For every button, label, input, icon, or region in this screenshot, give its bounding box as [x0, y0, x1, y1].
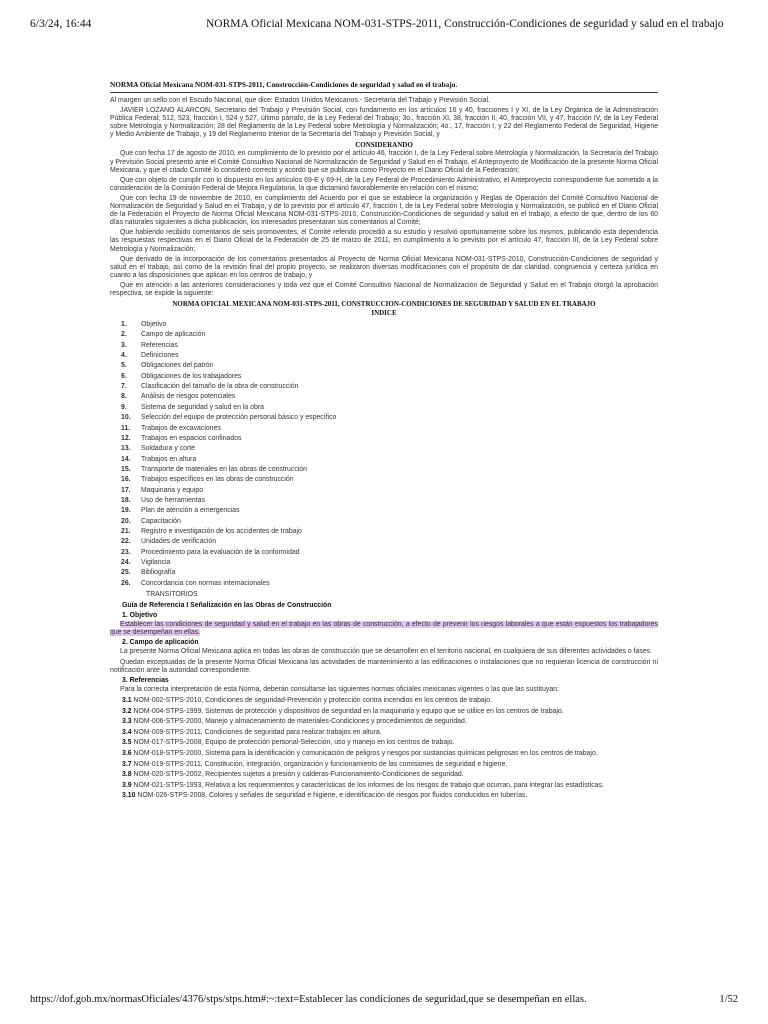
index-number: 4. [121, 352, 127, 360]
index-number: 5. [121, 362, 127, 370]
section-3-heading: 3. Referencias [122, 676, 169, 684]
print-datetime: 6/3/24, 16:44 [30, 18, 92, 30]
index-item [110, 361, 658, 371]
index-number: 19. [121, 507, 131, 515]
section-2-paragraph-2: Quedan exceptuadas de la presente Norma Oficial Mexicana las actividades de mantenimiento a las edificaciones o instalaciones que no requieran licencia de construcción ni notificación ante la autoridad correspondiente. [110, 658, 658, 674]
index-list [110, 320, 658, 589]
index-item [110, 537, 658, 547]
reference-number: 3.6 [122, 749, 132, 757]
considerando-paragraph: Que con fecha 19 de noviembre de 2010, en cumplimiento del Acuerdo por el que se establece la organización y Reglas de Operación del Comité Consultivo Nacional de Normalización de Seguridad y Salud en el Trabajo, y de lo previsto por el artículo 47, fracción I, de la Ley Federal sobre Metrología y Normalización, se publicó en el Diario Oficial de la Federación el Proyecto de Norma Oficial Mexicana NOM-031-STPS-2010, Construcción-Condiciones de seguridad y salud en el trabajo, a efecto de que, dentro de los 60 días naturales siguientes a dicha publicación, los interesados presentaran sus comentarios al Comité; [110, 194, 658, 227]
reference-item [122, 791, 658, 802]
reference-text: NOM-002-STPS-2010, Condiciones de seguridad-Prevención y protección contra incendios en los centros de trabajo. [133, 696, 493, 704]
index-title: Sistema de seguridad y salud en la obra [141, 403, 264, 411]
considerando-heading: CONSIDERANDO [355, 141, 413, 150]
print-title: NORMA Oficial Mexicana NOM-031-STPS-2011, Construcción-Condiciones de seguridad y salud en el trabajo [206, 18, 724, 30]
reference-text: NOM-004-STPS-1999, Sistemas de protección y dispositivos de seguridad en la maquinaria y equipo que se utilice en los centros de trabajo. [133, 707, 564, 715]
index-number: 16. [121, 476, 131, 484]
reference-item [122, 728, 658, 739]
index-item [110, 330, 658, 340]
reference-number: 3.1 [122, 696, 132, 704]
index-item [110, 579, 658, 589]
reference-number: 3.10 [122, 792, 136, 800]
considerando-paragraph: Que derivado de la incorporación de los comentarios presentados al Proyecto de Norma Oficial Mexicana NOM-031-STPS-2010, Construcción-Condiciones de seguridad y salud en el trabajo, así como de la revisión final del propio proyecto, se realizaron diversas modificaciones con el propósito de dar claridad, congruencia y certeza jurídica en cuanto a las disposiciones que aplican en los centros de trabajo, y [110, 255, 658, 279]
reference-item [122, 770, 658, 781]
index-item [110, 465, 658, 475]
index-number: 8. [121, 393, 127, 401]
index-number: 26. [121, 579, 131, 587]
considerando-paragraph: Que con objeto de cumplir con lo dispuesto en los artículos 69-E y 69-H, de la Ley Federal de Procedimiento Administrativo, el Anteproyecto correspondiente fue sometido a la consideración de la Comisión Federal de Mejora Regulatoria, la que dictaminó favorablemente en relación con el mismo; [110, 176, 658, 192]
reference-item [122, 781, 658, 792]
index-item [110, 372, 658, 382]
index-title: Trabajos de excavaciones [141, 424, 221, 432]
index-item [110, 341, 658, 351]
index-title: Plan de atención a emergencias [141, 507, 240, 515]
index-item [110, 434, 658, 444]
index-title: Clasificación del tamaño de la obra de construcción [141, 383, 299, 391]
index-item [110, 486, 658, 496]
highlighted-objective: Establecer las condiciones de seguridad y salud en el trabajo en las obras de construcción, a efecto de prevenir los riesgos laborales a que están expuestos los trabajadores que se desempeñan en ellas. [110, 621, 658, 637]
index-title: Trabajos específicos en las obras de construcción [141, 476, 294, 484]
index-title: Obligaciones del patrón [141, 362, 214, 370]
index-title: Unidades de verificación [141, 538, 217, 546]
index-title: Objetivo [141, 321, 167, 329]
print-url[interactable]: https://dof.gob.mx/normasOficiales/4376/stps/stps.htm#:~:text=Establecer las condiciones de seguridad,que se desempeñan en ellas. [30, 994, 587, 1005]
index-number: 14. [121, 455, 131, 463]
index-item [110, 475, 658, 485]
reference-text: NOM-021-STPS-1993, Relativa a los requerimientos y características de los informes de los riesgos de trabajo que ocurran, para integrar las estadísticas. [133, 781, 604, 789]
reference-text: NOM-020-STPS-2002, Recipientes sujetos a presión y calderas-Funcionamiento-Condiciones de seguridad. [133, 771, 464, 779]
index-title: Bibliografía [141, 569, 176, 577]
reference-item [122, 749, 658, 760]
references-list [110, 696, 658, 802]
index-title: Definiciones [141, 352, 179, 360]
index-item [110, 320, 658, 330]
index-item [110, 351, 658, 361]
index-title: Uso de herramientas [141, 496, 205, 504]
index-title: Registro e investigación de los accidentes de trabajo [141, 527, 302, 535]
reference-item [122, 696, 658, 707]
index-title: Soldadura y corte [141, 445, 196, 453]
index-item [110, 382, 658, 392]
reference-number: 3.4 [122, 728, 132, 736]
index-number: 20. [121, 517, 131, 525]
index-item [110, 413, 658, 423]
index-item [110, 506, 658, 516]
index-title: Maquinaria y equipo [141, 486, 204, 494]
section-2-heading: 2. Campo de aplicación [122, 639, 199, 647]
index-title: Análisis de riesgos potenciales [141, 393, 236, 401]
reference-number: 3.9 [122, 781, 132, 789]
reference-text: NOM-026-STPS-2008, Colores y señales de seguridad e higiene, e identificación de riesgos por fluidos conducidos en tuberías. [137, 792, 528, 800]
index-number: 2. [121, 331, 127, 339]
norm-heading: NORMA OFICIAL MEXICANA NOM-031-STPS-2011, CONSTRUCCION-CONDICIONES DE SEGURIDAD Y SALUD EN EL TRABAJO [172, 300, 596, 309]
index-number: 1. [121, 321, 127, 329]
considerando-paragraph: Que habiendo recibido comentarios de seis promoventes, el Comité referido procedió a su estudio y resolvió oportunamente sobre los mismos, publicando esta dependencia las respuestas respectivas en el Diario Oficial de la Federación de 25 de marzo de 2011, en cumplimiento a lo previsto por el artículo 47, fracción III, de la Ley Federal sobre Metrología y Normalización; [110, 229, 658, 253]
index-item [110, 548, 658, 558]
section-3-intro: Para la correcta interpretación de esta Norma, deberán consultarse las siguientes normas oficiales mexicanas vigentes o las que las sustituyan: [120, 685, 559, 693]
index-item [110, 558, 658, 568]
reference-number: 3.8 [122, 771, 132, 779]
section-1-text [110, 621, 658, 637]
index-item [110, 527, 658, 537]
reference-text: NOM-017-STPS-2008, Equipo de protección personal-Selección, uso y manejo en los centros de trabajo. [133, 739, 455, 747]
reference-text: NOM-018-STPS-2000, Sistema para la identificación y comunicación de peligros y riesgos por sustancias químicas peligrosas en los centros de trabajo. [133, 749, 598, 757]
index-item [110, 444, 658, 454]
index-item [110, 424, 658, 434]
index-title: Selección del equipo de protección personal básico y específico [141, 414, 337, 422]
index-number: 23. [121, 548, 131, 556]
index-number: 22. [121, 538, 131, 546]
section-2-paragraph-1: La presente Norma Oficial Mexicana aplica en todas las obras de construcción que se desarrollen en el territorio nacional, en cualquiera de sus diferentes actividades o fases. [120, 648, 653, 656]
reference-item [122, 707, 658, 718]
index-item [110, 455, 658, 465]
index-number: 18. [121, 496, 131, 504]
index-number: 6. [121, 372, 127, 380]
index-title: Vigilancia [141, 558, 171, 566]
index-number: 21. [121, 527, 131, 535]
index-number: 9. [121, 403, 127, 411]
index-item [110, 496, 658, 506]
reference-number: 3.7 [122, 760, 132, 768]
considerando-paragraph: Que con fecha 17 de agosto de 2010, en cumplimiento de lo previsto por el artículo 46, fracción I, de la Ley Federal sobre Metrología y Normalización, la Secretaría del Trabajo y Previsión Social presentó ante el Comité Consultivo Nacional de Normalización de Seguridad y Salud en el Trabajo, el Anteproyecto de Modificación de la presente Norma Oficial Mexicana, y que el citado Comité lo consideró correcto y acordó que se publicara como Proyecto en el Diario Oficial de la Federación; [110, 150, 658, 174]
index-item [110, 568, 658, 578]
reference-number: 3.2 [122, 707, 132, 715]
index-number: 12. [121, 434, 131, 442]
seal-paragraph: Al margen un sello con el Escudo Nacional, que dice: Estados Unidos Mexicanos.- Secretaría del Trabajo y Previsión Social. [110, 97, 490, 104]
preamble-paragraph: JAVIER LOZANO ALARCON, Secretario del Trabajo y Previsión Social, con fundamento en los artículos 16 y 40, fracciones I y XI, de la Ley Orgánica de la Administración Pública Federal; 512, 523, fracción I, 524 y 527, último párrafo, de la Ley Federal del Trabajo; 3o., fracción XI, 38, fracción II, 40, fracción VII, y 47, fracción IV, de la Ley Federal sobre Metrología y Normalización; 28 del Reglamento de la Ley Federal sobre Metrología y Normalización; 4o., 17, fracción I, y 22 del Reglamento Federal de Seguridad, Higiene y Medio Ambiente de Trabajo, y 19 del Reglamento Interior de la Secretaría del Trabajo y Previsión Social, y [110, 107, 658, 139]
index-title: Procedimiento para la evaluación de la conformidad [141, 548, 300, 556]
guia-heading: Guía de Referencia I Señalización en las Obras de Construcción [122, 602, 332, 609]
index-title: Trabajos en altura [141, 455, 197, 463]
index-title: Referencias [141, 341, 178, 349]
index-heading: INDICE [371, 309, 397, 318]
index-number: 10. [121, 414, 131, 422]
index-number: 15. [121, 465, 131, 473]
index-item [110, 392, 658, 402]
reference-item [122, 760, 658, 771]
document-body [110, 80, 658, 802]
index-number: 25. [121, 569, 131, 577]
index-title: Obligaciones de los trabajadores [141, 372, 242, 380]
index-title: Concordancia con normas internacionales [141, 579, 270, 587]
considerando-list [110, 150, 658, 298]
reference-item [122, 717, 658, 728]
reference-text: NOM-006-STPS-2000, Manejo y almacenamiento de materiales-Condiciones y procedimientos de seguridad. [133, 718, 467, 726]
reference-item [122, 738, 658, 749]
index-number: 17. [121, 486, 131, 494]
section-1-heading: 1. Objetivo [122, 612, 158, 620]
index-number: 3. [121, 341, 127, 349]
index-title: Campo de aplicación [141, 331, 206, 339]
index-title: Transporte de materiales en las obras de construcción [141, 465, 307, 473]
reference-text: NOM-019-STPS-2011, Constitución, integración, organización y funcionamiento de las comisiones de seguridad e higiene. [133, 760, 508, 768]
index-item [110, 403, 658, 413]
document-title: NORMA Oficial Mexicana NOM-031-STPS-2011, Construcción-Condiciones de seguridad y salud en el trabajo. [110, 80, 658, 93]
index-item [110, 517, 658, 527]
reference-text: NOM-009-STPS-2011, Condiciones de seguridad para realizar trabajos en altura. [133, 728, 382, 736]
index-number: 7. [121, 383, 127, 391]
index-number: 11. [121, 424, 131, 432]
index-number: 13. [121, 445, 131, 453]
page-number: 1/52 [719, 994, 738, 1005]
reference-number: 3.3 [122, 718, 132, 726]
index-title: Capacitación [141, 517, 181, 525]
index-title: Trabajos en espacios confinados [141, 434, 242, 442]
index-number: 24. [121, 558, 131, 566]
considerando-paragraph: Que en atención a las anteriores consideraciones y toda vez que el Comité Consultivo Nacional de Normalización de Seguridad y Salud en el Trabajo otorgó la aprobación respectiva, se expide la siguiente: [110, 281, 658, 297]
transitorios-label: TRANSITORIOS [146, 591, 198, 598]
reference-number: 3.5 [122, 739, 132, 747]
